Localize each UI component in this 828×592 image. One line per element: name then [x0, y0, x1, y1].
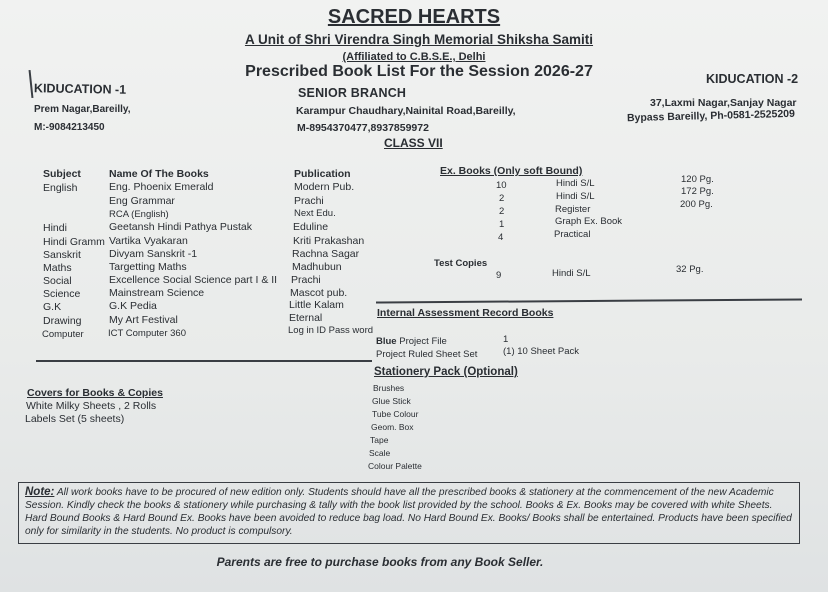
ex-book-qty: 2	[499, 193, 505, 204]
branch-right-address: 37,Laxmi Nagar,Sanjay Nagar	[650, 97, 797, 109]
branch-left-address: Prem Nagar,Bareilly,	[34, 104, 131, 115]
test-copies-pages: 32 Pg.	[676, 264, 704, 275]
ex-book-type: Register	[555, 204, 591, 215]
ex-book-pages: 200 Pg.	[680, 199, 713, 210]
book-title: Mainstream Science	[109, 287, 205, 299]
col-publication-header: Publication	[294, 168, 351, 180]
ex-books-title: Ex. Books (Only soft Bound)	[440, 165, 583, 177]
stationery-item: Tube Colour	[372, 409, 419, 419]
book-title: RCA (English)	[109, 209, 169, 220]
assessment-qty: 1	[503, 334, 509, 345]
book-publication: Prachi	[294, 195, 324, 207]
book-title: Eng Grammar	[109, 195, 175, 207]
col-name-header: Name Of The Books	[109, 168, 209, 180]
branch-center-name: SENIOR BRANCH	[298, 86, 407, 100]
test-copies-title: Test Copies	[434, 258, 488, 269]
stationery-item: Glue Stick	[372, 396, 411, 406]
book-publication: Rachna Sagar	[292, 248, 360, 260]
book-publication: Modern Pub.	[294, 181, 355, 193]
book-title: Divyam Sanskrit -1	[109, 248, 198, 260]
book-subject: Hindi	[43, 222, 67, 234]
note-box	[18, 482, 800, 544]
assessment-item-label: Project File	[399, 336, 447, 347]
stationery-item: Brushes	[373, 383, 405, 393]
book-publication: Kriti Prakashan	[293, 235, 365, 247]
note-label: Note:	[25, 486, 55, 498]
stationery-title: Stationery Pack (Optional)	[374, 366, 518, 378]
book-title: Geetansh Hindi Pathya Pustak	[109, 221, 253, 233]
book-publication: Little Kalam	[289, 299, 344, 311]
ex-book-pages: 172 Pg.	[681, 186, 714, 197]
covers-item: White Milky Sheets , 2 Rolls	[26, 400, 157, 412]
book-publication: Log in ID Pass word	[288, 325, 374, 336]
book-subject: English	[43, 182, 78, 194]
book-publication: Madhubun	[292, 261, 342, 273]
assessment-title: Internal Assessment Record Books	[377, 307, 554, 319]
stationery-item: Scale	[369, 448, 391, 458]
branch-center-phone: M-8954370477,8937859972	[297, 122, 429, 134]
branch-center-address: Karampur Chaudhary,Nainital Road,Bareilly,	[296, 105, 516, 117]
ex-book-type: Graph Ex. Book	[555, 216, 623, 227]
stationery-item: Colour Palette	[368, 461, 422, 471]
book-subject: Sanskrit	[43, 249, 81, 261]
book-title: Eng. Phoenix Emerald	[109, 181, 214, 193]
book-title: Vartika Vyakaran	[109, 235, 188, 247]
branch-left-phone: M:-9084213450	[34, 122, 105, 133]
branch-left-name: KIDUCATION -1	[33, 81, 127, 97]
school-name: SACRED HEARTS	[327, 6, 501, 28]
assessment-item-label: Project Ruled Sheet Set	[376, 349, 478, 360]
footer-text: Parents are free to purchase books from any Book Seller.	[216, 555, 544, 569]
assessment-qty: (1) 10 Sheet Pack	[503, 346, 580, 357]
covers-title: Covers for Books & Copies	[27, 387, 163, 399]
book-title: Targetting Maths	[109, 261, 187, 273]
unit-line: A Unit of Shri Virendra Singh Memorial Shiksha Samiti	[244, 32, 594, 47]
assessment-item-bold: Blue	[376, 336, 397, 347]
ex-book-qty: 1	[499, 219, 505, 230]
book-publication: Eternal	[289, 312, 323, 324]
book-subject: G.K	[43, 301, 62, 313]
ex-book-qty: 2	[499, 206, 505, 217]
book-publication: Mascot pub.	[290, 287, 348, 299]
session-title: Prescribed Book List For the Session 2026-27	[245, 63, 593, 80]
book-subject: Science	[43, 288, 81, 300]
ex-book-qty: 4	[498, 232, 504, 243]
affiliation: (Affiliated to C.B.S.E., Delhi	[342, 51, 486, 63]
branch-right-phone: Bypass Bareilly, Ph-0581-2525209	[626, 107, 796, 125]
ex-book-type: Practical	[554, 229, 591, 240]
class-label: CLASS VII	[384, 136, 443, 150]
ex-book-type: Hindi S/L	[556, 178, 595, 189]
stationery-item: Tape	[370, 435, 389, 445]
book-subject: Maths	[43, 262, 72, 274]
book-publication: Eduline	[293, 221, 329, 233]
book-title: G.K Pedia	[109, 300, 157, 312]
book-subject: Hindi Gramm	[43, 236, 105, 248]
book-subject: Social	[43, 275, 72, 287]
stationery-item: Geom. Box	[371, 422, 414, 432]
book-title: Excellence Social Science part I & II	[109, 274, 278, 286]
covers-item: Labels Set (5 sheets)	[25, 413, 125, 425]
divider-line	[376, 299, 802, 303]
test-copies-qty: 9	[496, 270, 502, 281]
book-subject: Drawing	[43, 315, 82, 327]
book-title: ICT Computer 360	[108, 328, 186, 339]
book-title: My Art Festival	[109, 314, 178, 326]
ex-book-qty: 10	[496, 180, 507, 191]
book-publication: Prachi	[291, 274, 321, 286]
test-copies-type: Hindi S/L	[552, 268, 591, 279]
ex-book-type: Hindi S/L	[556, 191, 595, 202]
note-text: All work books have to be procured of new edition only. Students should have all the prescribed books & stationery at the commencement of the new Academic Session. Kindly check the books & stationery while purchasing & tally with the book list provided by the school. Books & Ex. Books may be covered with white Sheets. Hard Bound Books & Hard Bound Ex. Books have been avoided to reduce bag load. No Hard Bound Ex. Books/ Books shall be entertained. Products have been specified only for similarity in the students. No product is compulsory.	[25, 487, 792, 537]
book-subject: Computer	[42, 329, 84, 340]
book-publication: Next Edu.	[294, 208, 336, 219]
ex-book-pages: 120 Pg.	[681, 174, 714, 185]
divider-line	[36, 360, 372, 362]
branch-right-name: KIDUCATION -2	[706, 72, 799, 86]
col-subject-header: Subject	[43, 168, 81, 180]
